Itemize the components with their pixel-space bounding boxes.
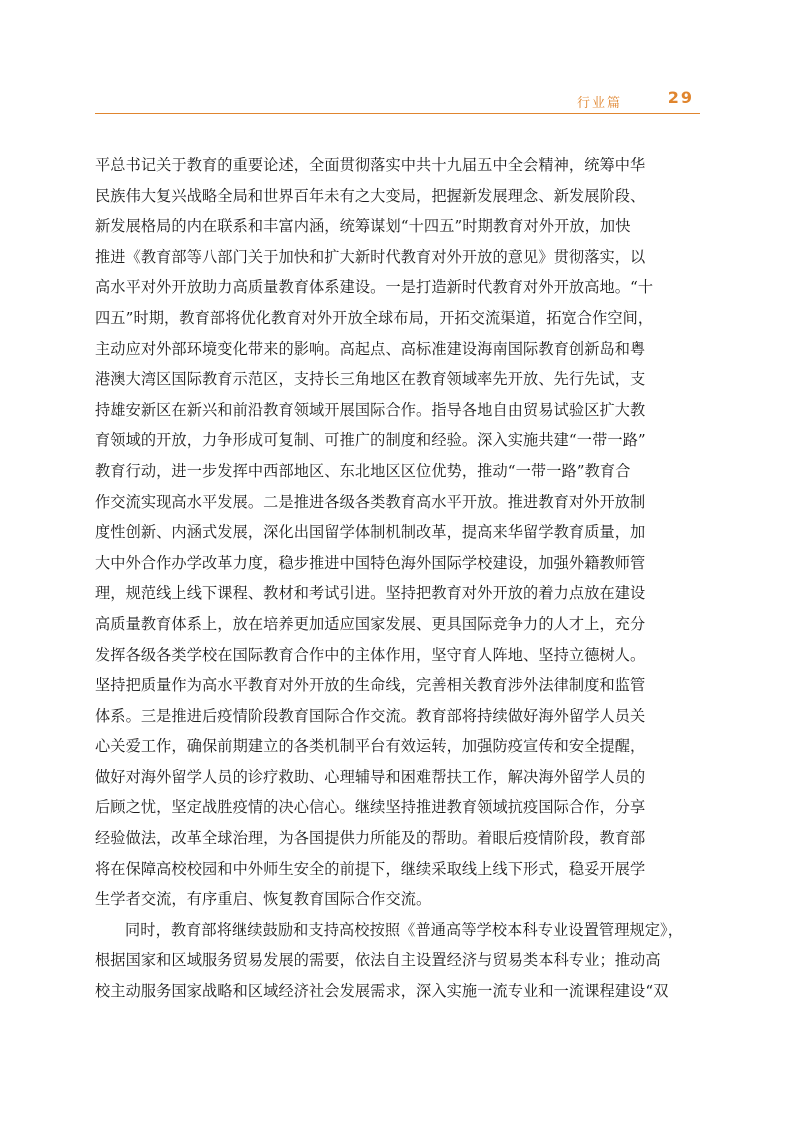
text-line: 高水平对外开放助力高质量教育体系建设。一是打造新时代教育对外开放高地。“十 <box>95 278 654 297</box>
section-title: 行业篇 <box>576 96 622 111</box>
text-line: 同时，教育部将继续鼓励和支持高校按照《普通高等学校本科专业设置管理规定》， <box>125 920 684 939</box>
text-line: 作交流实现高水平发展。二是推进各级各类教育高水平开放。推进教育对外开放制 <box>95 492 646 511</box>
text-line: 心关爱工作，确保前期建立的各类机制平台有效运转，加强防疫宣传和安全提醒， <box>95 737 646 756</box>
text-line: 高质量教育体系上，放在培养更加适应国家发展、更具国际竞争力的人才上，充分 <box>95 614 646 633</box>
text-line: 教育行动，进一步发挥中西部地区、东北地区区位优势，推动“一带一路”教育合 <box>95 461 631 480</box>
text-line: 新发展格局的内在联系和丰富内涵，统筹谋划“十四五”时期教育对外开放，加快 <box>95 217 631 236</box>
page-number: 29 <box>667 88 694 107</box>
text-line: 育领域的开放，力争形成可复制、可推广的制度和经验。深入实施共建“一带一路” <box>95 431 646 450</box>
text-line: 民族伟大复兴战略全局和世界百年未有之大变局，把握新发展理念、新发展阶段、 <box>95 186 646 205</box>
text-line: 平总书记关于教育的重要论述，全面贯彻落实中共十九届五中全会精神，统筹中华 <box>95 156 646 174</box>
text-line: 校主动服务国家战略和区域经济社会发展需求，深入实施一流专业和一流课程建设“双 <box>95 982 669 1001</box>
text-line: 做好对海外留学人员的诊疗救助、心理辅导和困难帮扶工作，解决海外留学人员的 <box>95 767 646 786</box>
text-line: 大中外合作办学改革力度，稳步推进中国特色海外国际学校建设，加强外籍教师管 <box>95 553 646 572</box>
text-line: 持雄安新区在新兴和前沿教育领域开展国际合作。指导各地自由贸易试验区扩大教 <box>95 400 646 419</box>
text-line: 推进《教育部等八部门关于加快和扩大新时代教育对外开放的意见》贯彻落实，以 <box>95 247 646 266</box>
text-line: 生学者交流，有序重启、恢复教育国际合作交流。 <box>95 890 432 909</box>
text-line: 度性创新、内涵式发展，深化出国留学体制机制改革，提高来华留学教育质量，加 <box>95 523 646 542</box>
text-line: 坚持把质量作为高水平教育对外开放的生命线，完善相关教育涉外法律制度和监管 <box>95 676 646 695</box>
text-line: 将在保障高校校园和中外师生安全的前提下，继续采取线上线下形式，稳妥开展学 <box>95 859 646 878</box>
header-divider <box>95 113 700 114</box>
text-line: 发挥各级各类学校在国际教育合作中的主体作用，坚守育人阵地、坚持立德树人。 <box>95 645 646 664</box>
text-line: 体系。三是推进后疫情阶段教育国际合作交流。教育部将持续做好海外留学人员关 <box>95 706 646 725</box>
text-line: 港澳大湾区国际教育示范区，支持长三角地区在教育领域率先开放、先行先试，支 <box>95 370 646 389</box>
text-line: 后顾之忧，坚定战胜疫情的决心信心。继续坚持推进教育领域抗疫国际合作，分享 <box>95 798 646 817</box>
text-line: 主动应对外部环境变化带来的影响。高起点、高标准建设海南国际教育创新岛和粤 <box>95 339 646 358</box>
body-text <box>95 150 700 1007</box>
text-line: 理，规范线上线下课程、教材和考试引进。坚持把教育对外开放的着力点放在建设 <box>95 584 646 603</box>
text-line: 四五”时期，教育部将优化教育对外开放全球布局，开拓交流渠道，拓宽合作空间， <box>95 308 654 327</box>
text-line: 根据国家和区域服务贸易发展的需要，依法自主设置经济与贸易类本科专业；推动高 <box>95 951 661 970</box>
page-header <box>95 88 700 114</box>
text-line: 经验做法，改革全球治理，为各国提供力所能及的帮助。着眼后疫情阶段，教育部 <box>95 829 646 848</box>
